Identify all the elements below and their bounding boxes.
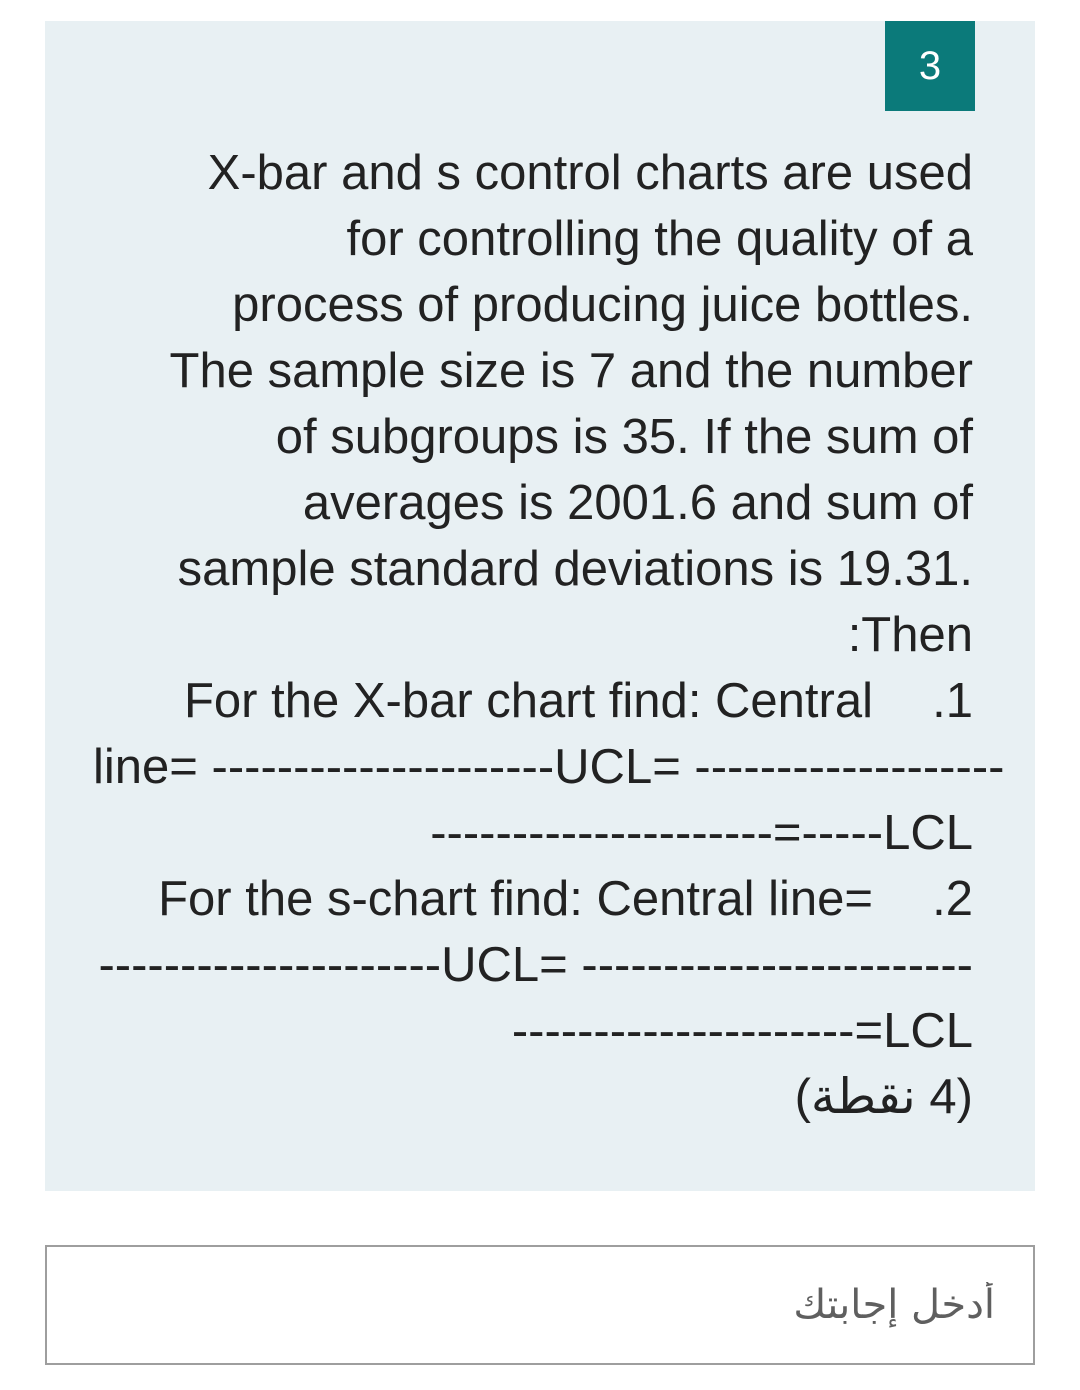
answer-input[interactable] <box>47 1247 1033 1363</box>
question-line: X-bar and s control charts are used <box>207 146 973 200</box>
item-1-heading <box>93 668 973 734</box>
question-text <box>93 140 1005 1130</box>
item-2-heading <box>93 866 973 932</box>
item-2-text: For the s-chart find: Central line= <box>158 872 873 926</box>
item-2-lcl-line: ---------------------=LCL <box>511 1004 973 1058</box>
item-1-central-ucl-line: line= ---------------------UCL= ------------------- <box>93 740 1005 794</box>
question-line: averages is 2001.6 and sum of <box>302 476 973 530</box>
question-line: process of producing juice bottles. <box>232 278 973 332</box>
question-line: The sample size is 7 and the number <box>169 344 973 398</box>
question-card <box>45 21 1035 1191</box>
question-line: :Then <box>847 608 973 662</box>
item-1-lcl-line: ---------------------=-----LCL <box>430 806 973 860</box>
item-1-text: For the X-bar chart find: Central <box>183 674 873 728</box>
item-2-number: .2 <box>932 872 973 926</box>
question-line: for controlling the quality of a <box>346 212 973 266</box>
question-line: of subgroups is 35. If the sum of <box>275 410 973 464</box>
item-2-ucl-line: ---------------------UCL= ------------------------ <box>98 938 973 992</box>
points-label: (4 نقطة) <box>794 1070 973 1124</box>
question-line: sample standard deviations is 19.31. <box>177 542 973 596</box>
answer-box[interactable] <box>45 1245 1035 1365</box>
item-1-number: .1 <box>932 674 973 728</box>
question-number-badge: 3 <box>885 21 975 111</box>
